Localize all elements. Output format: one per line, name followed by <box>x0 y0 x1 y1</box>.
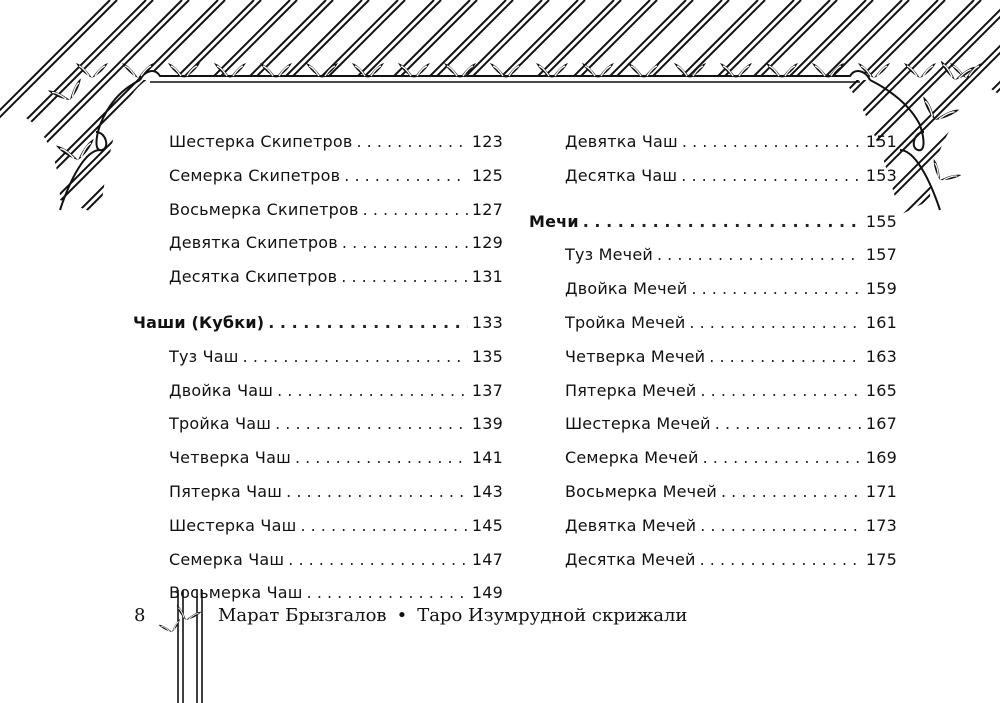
toc-entry <box>529 414 897 448</box>
toc-entry <box>529 347 897 381</box>
toc-entry-title: Шестерка Скипетров <box>169 132 353 151</box>
toc-entry-page: 161 <box>865 312 897 332</box>
toc-entry-page: 171 <box>865 481 897 501</box>
dot-leader <box>700 516 862 535</box>
dot-leader <box>682 132 862 151</box>
toc-entry-page: 143 <box>471 481 503 501</box>
toc-entry <box>529 245 897 279</box>
toc-entry-page: 159 <box>865 279 897 299</box>
footer-separator: • <box>396 605 408 626</box>
toc-section-entry <box>529 212 897 246</box>
toc-entry-title: Тройка Чаш <box>169 414 272 434</box>
dot-leader <box>721 482 862 501</box>
toc-entry-title: Четверка Чаш <box>169 448 291 468</box>
toc-entry-title: Десятка Скипетров <box>169 267 338 287</box>
toc-entry-title: Двойка Мечей <box>565 279 688 299</box>
toc-entry-title: Пятерка Чаш <box>169 481 283 501</box>
toc-entry-title: Туз Мечей <box>565 245 653 265</box>
toc-entry <box>529 132 897 166</box>
toc-entry-page: 175 <box>865 549 897 569</box>
toc-entry-title: Восьмерка Чаш <box>169 583 303 603</box>
footer-author: Марат Брызгалов <box>218 605 387 626</box>
dot-leader <box>243 347 468 366</box>
toc-entry <box>529 166 897 200</box>
page-footer <box>0 602 1000 632</box>
dot-leader <box>342 233 468 252</box>
toc-entry-page: 145 <box>471 515 503 535</box>
dot-leader <box>286 482 468 501</box>
toc-entry-title: Десятка Мечей <box>565 549 696 569</box>
toc-entry-title: Чаши (Кубки) <box>133 312 265 332</box>
toc-entry-page: 133 <box>471 312 503 332</box>
toc-entry <box>529 482 897 516</box>
toc-entry <box>133 347 503 381</box>
toc-entry <box>529 313 897 347</box>
dot-leader <box>700 550 862 569</box>
toc-entry-title: Семерка Скипетров <box>169 165 341 185</box>
toc-entry-title: Шестерка Чаш <box>169 515 297 535</box>
toc-entry <box>133 516 503 550</box>
toc-entry-page: 147 <box>471 549 503 569</box>
toc-entry <box>133 482 503 516</box>
toc-entry-page: 169 <box>865 448 897 468</box>
toc-entry-page: 137 <box>471 380 503 400</box>
toc-entry-page: 141 <box>471 448 503 468</box>
dot-leader <box>715 414 862 433</box>
toc-entry-page: 163 <box>865 346 897 366</box>
dot-leader <box>277 381 468 400</box>
toc-entry-title: Восьмерка Мечей <box>565 481 717 501</box>
toc-entry-page: 151 <box>865 132 897 151</box>
toc-column-right <box>529 132 897 583</box>
section-gap <box>133 301 503 313</box>
toc-entry <box>133 550 503 584</box>
toc-entry-title: Восьмерка Скипетров <box>169 199 359 219</box>
toc-entry-page: 139 <box>471 414 503 434</box>
toc-entry <box>133 448 503 482</box>
toc-entry <box>133 414 503 448</box>
toc-entry-page: 129 <box>471 233 503 253</box>
toc-entry <box>529 279 897 313</box>
dot-leader <box>307 583 468 602</box>
toc-entry-page: 149 <box>471 583 503 603</box>
toc-entry-page: 173 <box>865 515 897 535</box>
dot-leader <box>657 245 862 264</box>
toc-column-left <box>133 132 503 617</box>
toc-entry-title: Шестерка Мечей <box>565 414 711 434</box>
dot-leader <box>691 279 861 298</box>
toc-section-entry <box>133 313 503 347</box>
dot-leader <box>363 200 468 219</box>
toc-entry-page: 165 <box>865 380 897 400</box>
toc-entry-title: Двойка Чаш <box>169 380 274 400</box>
dot-leader <box>681 166 862 185</box>
dot-leader <box>700 381 861 400</box>
dot-leader <box>288 550 468 569</box>
dot-leader <box>275 414 468 433</box>
toc-entry-page: 153 <box>865 165 897 185</box>
toc-entry <box>133 166 503 200</box>
toc-entry <box>133 200 503 234</box>
running-footer <box>218 605 687 626</box>
toc-entry-page: 155 <box>865 211 897 231</box>
footer-book-title: Таро Изумрудной скрижали <box>417 605 688 626</box>
toc-entry-title: Девятка Скипетров <box>169 233 338 253</box>
toc-entry-page: 131 <box>471 267 503 287</box>
dot-leader <box>356 132 467 151</box>
toc-entry <box>133 132 503 166</box>
dot-leader <box>583 212 862 231</box>
toc-entry-title: Пятерка Мечей <box>565 380 697 400</box>
toc-entry-title: Девятка Чаш <box>565 132 678 151</box>
toc-entry-page: 127 <box>471 199 503 219</box>
toc-entry-title: Семерка Мечей <box>565 448 699 468</box>
toc-entry-title: Десятка Чаш <box>565 165 678 185</box>
toc-entry-page: 135 <box>471 346 503 366</box>
toc-entry-page: 167 <box>865 414 897 434</box>
dot-leader <box>689 313 861 332</box>
dot-leader <box>344 166 468 185</box>
dot-leader <box>268 313 468 332</box>
toc-entry-page: 125 <box>471 165 503 185</box>
toc-entry-title: Тройка Мечей <box>565 312 686 332</box>
dot-leader <box>295 448 468 467</box>
section-gap <box>529 200 897 212</box>
dot-leader <box>341 267 468 286</box>
toc-entry <box>529 381 897 415</box>
toc-entry-title: Туз Чаш <box>169 346 239 366</box>
dot-leader <box>300 516 467 535</box>
toc-entry-title: Мечи <box>529 211 579 231</box>
dot-leader <box>709 347 862 366</box>
page-number: 8 <box>134 605 146 626</box>
toc-entry <box>529 448 897 482</box>
toc-entry <box>133 381 503 415</box>
toc-entry <box>133 233 503 267</box>
toc-entry-title: Девятка Мечей <box>565 515 697 535</box>
toc-entry-page: 157 <box>865 245 897 265</box>
toc-entry-title: Четверка Мечей <box>565 346 706 366</box>
toc-entry <box>133 267 503 301</box>
toc-entry-page: 123 <box>471 132 503 151</box>
toc-entry <box>529 550 897 584</box>
toc-entry-title: Семерка Чаш <box>169 549 285 569</box>
dot-leader <box>703 448 862 467</box>
toc-entry <box>529 516 897 550</box>
